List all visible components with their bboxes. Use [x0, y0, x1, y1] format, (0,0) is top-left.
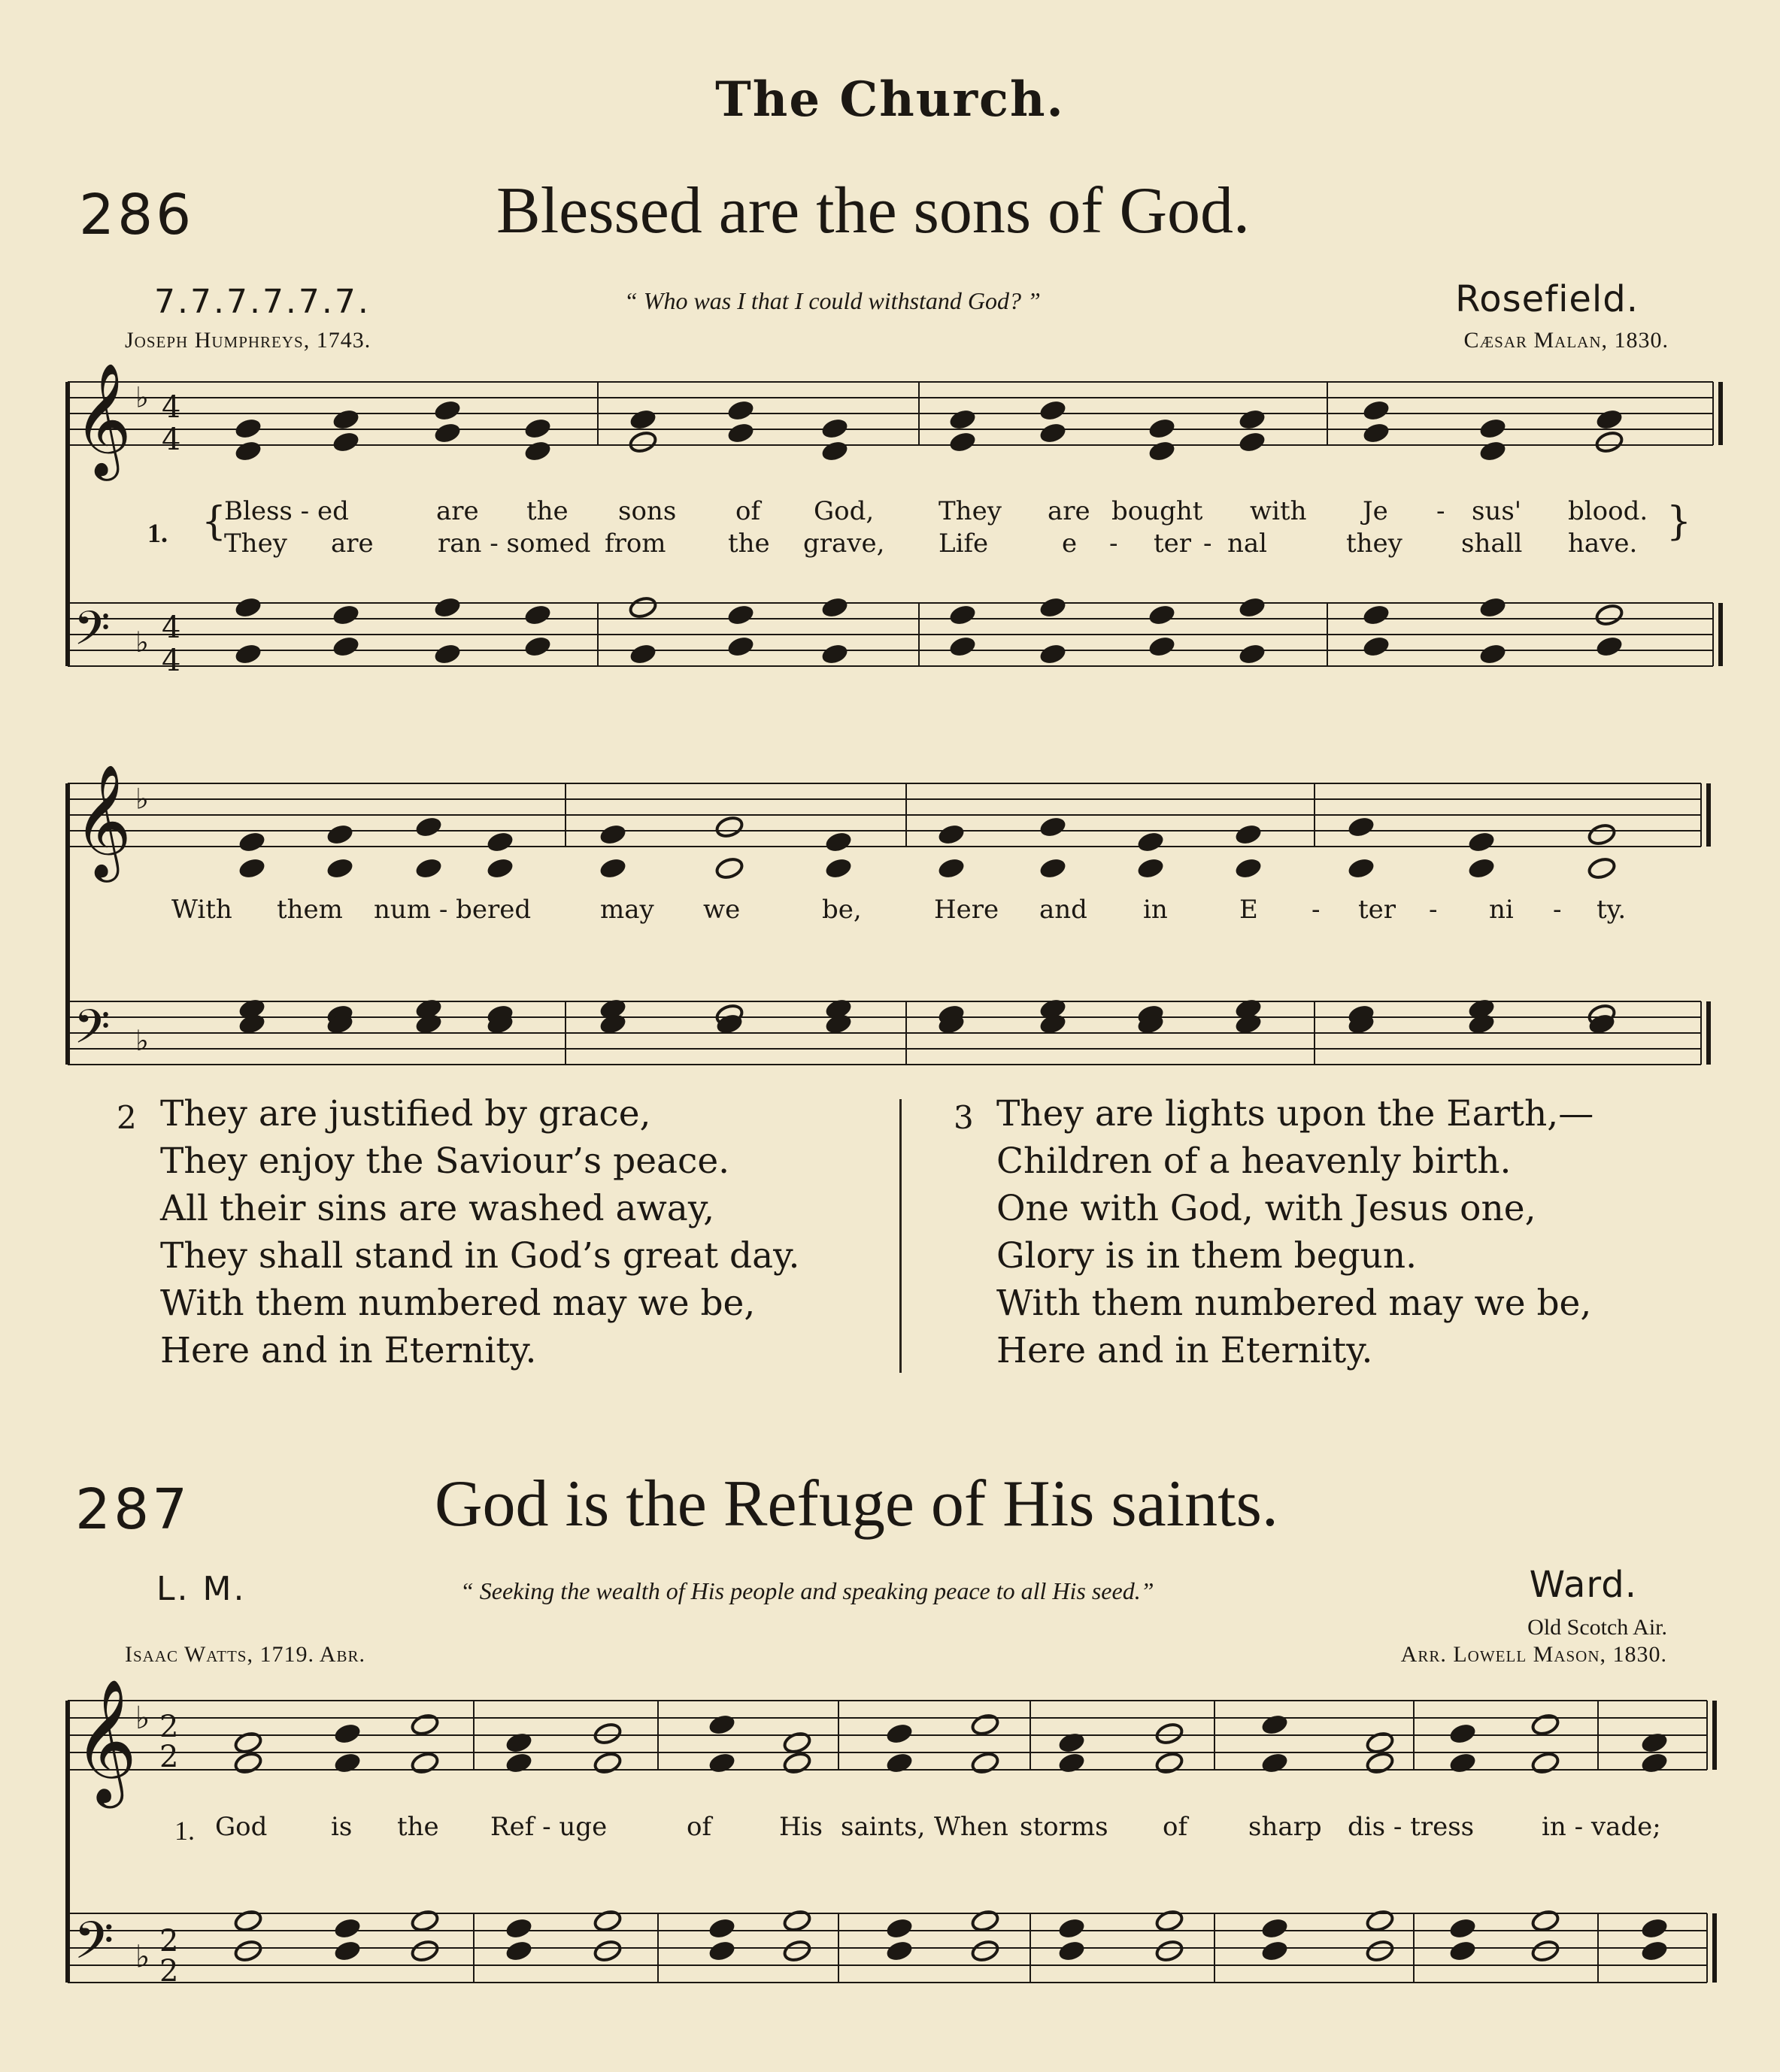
- lyric-syllable: When: [934, 1812, 1008, 1842]
- note-head: [1365, 1909, 1394, 1933]
- music-glyph: 𝄢: [74, 1910, 114, 1983]
- note-head: [1639, 1731, 1669, 1755]
- note-head: [820, 642, 849, 666]
- note-head: [1147, 417, 1176, 441]
- music-glyph: ♭: [135, 626, 149, 659]
- note-head: [410, 1713, 439, 1737]
- note-head: [948, 635, 977, 659]
- note-head: [1594, 603, 1624, 627]
- hymn-287-tune-source: Old Scotch Air.: [1527, 1615, 1667, 1640]
- note-head: [1038, 398, 1067, 423]
- stanza-3: [996, 1090, 1594, 1374]
- stanza-3-line: Children of a heavenly birth.: [996, 1141, 1512, 1182]
- music-glyph: 𝄢: [74, 601, 111, 667]
- note-head: [970, 1751, 999, 1775]
- note-head: [1530, 1751, 1560, 1775]
- lyric-syllable: of: [1163, 1812, 1188, 1842]
- note-head: [1639, 1916, 1669, 1940]
- note-head: [1478, 642, 1507, 666]
- note-head: [1346, 856, 1375, 880]
- lyric-syllable: Here: [934, 895, 999, 925]
- lyric-syllable: sons: [618, 496, 677, 526]
- note-head: [714, 815, 744, 839]
- note-head: [1448, 1722, 1477, 1746]
- lyric-syllable: dis - tress: [1348, 1812, 1475, 1842]
- note-head: [233, 417, 262, 441]
- lyric-syllable: ni: [1489, 895, 1514, 925]
- lyric-syllable: nal: [1227, 529, 1268, 559]
- hymn-287-music-credit: Arr. Lowell Mason, 1830.: [1400, 1642, 1667, 1667]
- note-head: [504, 1731, 533, 1755]
- note-head: [1057, 1751, 1086, 1775]
- note-head: [1057, 1731, 1086, 1755]
- stanza-3-line: Glory is in them begun.: [996, 1235, 1418, 1277]
- music-glyph: 2: [159, 1710, 179, 1744]
- note-head: [1237, 430, 1266, 454]
- note-head: [414, 856, 443, 880]
- note-head: [707, 1751, 736, 1775]
- note-head: [414, 815, 443, 839]
- note-head: [948, 603, 977, 627]
- music-glyph: ♭: [135, 782, 149, 816]
- lyric-syllable: ty.: [1597, 895, 1627, 925]
- note-head: [1260, 1939, 1289, 1963]
- music-glyph: 4: [162, 390, 181, 425]
- note-head: [1365, 1751, 1394, 1775]
- note-head: [593, 1751, 622, 1775]
- note-head: [823, 856, 853, 880]
- note-head: [726, 421, 755, 445]
- lyric-syllable: them: [277, 895, 343, 925]
- note-head: [782, 1939, 811, 1963]
- note-head: [332, 1722, 362, 1746]
- note-head: [628, 642, 657, 666]
- lyric-syllable: ter: [1154, 529, 1192, 559]
- note-head: [1038, 856, 1067, 880]
- lyric-syllable: in: [1143, 895, 1168, 925]
- music-glyph: 𝄢: [74, 999, 111, 1065]
- note-head: [432, 421, 462, 445]
- hymn-286-epigraph: “ Who was I that I could withstand God? ”: [624, 287, 1041, 314]
- music-glyph: 4: [162, 610, 181, 645]
- note-head: [1233, 856, 1263, 880]
- note-head: [1466, 856, 1496, 880]
- running-head: The Church.: [715, 71, 1065, 128]
- note-head: [820, 595, 849, 619]
- hymn-286-tune-name: Rosefield.: [1455, 278, 1639, 320]
- lyric-syllable: They: [224, 529, 287, 559]
- stanza-2-line: They enjoy the Saviour’s peace.: [160, 1141, 730, 1182]
- note-head: [948, 430, 977, 454]
- lyric-syllable: storms: [1020, 1812, 1108, 1842]
- note-head: [782, 1909, 811, 1933]
- stanza-divider: [899, 1099, 902, 1373]
- hymn-286-meter: 7.7.7.7.7.7.: [154, 283, 371, 321]
- lyric-syllable: e: [1062, 529, 1078, 559]
- note-head: [628, 407, 657, 432]
- note-head: [970, 1909, 999, 1933]
- lyric-syllable: is: [331, 1812, 353, 1842]
- stanza-2-line: With them numbered may we be,: [160, 1283, 756, 1324]
- hymn-287-title: God is the Refuge of His saints.: [435, 1468, 1278, 1540]
- music-glyph: 4: [162, 423, 181, 457]
- note-head: [1361, 398, 1390, 423]
- note-head: [1594, 635, 1624, 659]
- note-head: [485, 856, 514, 880]
- note-head: [233, 1731, 262, 1755]
- note-head: [1448, 1916, 1477, 1940]
- lyric-syllable: -: [1109, 529, 1118, 559]
- lyric-syllable: the: [397, 1812, 439, 1842]
- note-head: [970, 1939, 999, 1963]
- note-head: [1038, 642, 1067, 666]
- note-head: [325, 856, 354, 880]
- lyric-syllable: they: [1346, 529, 1402, 559]
- stanza-2-line: They shall stand in God’s great day.: [160, 1235, 800, 1277]
- hymn-286-words-credit: Joseph Humphreys, 1743.: [125, 328, 371, 353]
- note-head: [1237, 407, 1266, 432]
- lyric-syllable: the: [526, 496, 569, 526]
- note-head: [523, 635, 552, 659]
- note-head: [485, 830, 514, 854]
- note-head: [820, 439, 849, 463]
- lyric-brace-right: }: [1666, 499, 1692, 544]
- lyric-syllable: -: [1311, 895, 1321, 925]
- note-head: [1478, 417, 1507, 441]
- note-head: [948, 407, 977, 432]
- lyric-syllable: in - vade;: [1542, 1812, 1661, 1842]
- note-head: [1478, 439, 1507, 463]
- note-head: [820, 417, 849, 441]
- note-head: [1233, 822, 1263, 847]
- note-head: [233, 642, 262, 666]
- hymn-286-verse-number: 1.: [147, 518, 168, 548]
- note-head: [233, 595, 262, 619]
- note-head: [523, 439, 552, 463]
- stanza-2-line: They are justified by grace,: [160, 1093, 651, 1134]
- lyric-syllable: ran - somed: [438, 529, 591, 559]
- lyric-syllable: sus': [1472, 496, 1522, 526]
- hymn-287-epigraph: “ Seeking the wealth of His people and speaking peace to all His seed.”: [460, 1577, 1154, 1604]
- note-head: [1147, 635, 1176, 659]
- music-glyph: ♭: [135, 1699, 150, 1736]
- music-glyph: 2: [159, 1740, 179, 1774]
- note-head: [1260, 1713, 1289, 1737]
- note-head: [1346, 815, 1375, 839]
- stanza-2: [160, 1090, 799, 1374]
- music-glyph: 2: [159, 1924, 179, 1958]
- note-head: [523, 417, 552, 441]
- note-head: [1154, 1751, 1184, 1775]
- hymn-286-title: Blessed are the sons of God.: [496, 174, 1251, 247]
- note-head: [884, 1916, 914, 1940]
- note-head: [504, 1751, 533, 1775]
- note-head: [726, 398, 755, 423]
- lyric-syllable: of: [687, 1812, 712, 1842]
- note-head: [1038, 595, 1067, 619]
- note-head: [1448, 1751, 1477, 1775]
- lyric-syllable: are: [1048, 496, 1090, 526]
- note-head: [233, 439, 262, 463]
- note-head: [593, 1909, 622, 1933]
- lyric-syllable: Life: [939, 529, 989, 559]
- note-head: [1530, 1939, 1560, 1963]
- note-head: [332, 1916, 362, 1940]
- stanza-3-line: With them numbered may we be,: [996, 1283, 1592, 1324]
- hymn-286-music-credit: Cæsar Malan, 1830.: [1463, 328, 1669, 353]
- note-head: [432, 398, 462, 423]
- hymn-286-number: 286: [79, 183, 195, 247]
- note-head: [1530, 1713, 1560, 1737]
- note-head: [936, 822, 966, 847]
- note-head: [1237, 642, 1266, 666]
- note-head: [1361, 603, 1390, 627]
- note-head: [884, 1939, 914, 1963]
- note-head: [237, 830, 266, 854]
- lyric-syllable: are: [331, 529, 374, 559]
- music-glyph: 4: [162, 644, 181, 678]
- note-head: [598, 822, 627, 847]
- note-head: [936, 856, 966, 880]
- lyric-syllable: num - bered: [374, 895, 532, 925]
- note-head: [1478, 595, 1507, 619]
- lyric-syllable: His: [779, 1812, 823, 1842]
- hymn-287-verse-number: 1.: [174, 1816, 195, 1846]
- note-head: [1154, 1909, 1184, 1933]
- note-head: [523, 603, 552, 627]
- note-head: [1587, 856, 1616, 880]
- note-head: [1260, 1751, 1289, 1775]
- music-glyph: 2: [159, 1954, 179, 1989]
- note-head: [331, 603, 360, 627]
- lyric-syllable: from: [605, 529, 666, 559]
- note-head: [884, 1722, 914, 1746]
- hymn-287-words-credit: Isaac Watts, 1719. Abr.: [125, 1642, 365, 1667]
- lyric-syllable: are: [436, 496, 479, 526]
- lyric-syllable: and: [1039, 895, 1087, 925]
- music-glyph: ♭: [135, 1024, 149, 1058]
- note-head: [233, 1939, 262, 1963]
- note-head: [233, 1909, 262, 1933]
- lyric-syllable: may: [600, 895, 654, 925]
- lyric-syllable: With: [171, 895, 232, 925]
- note-head: [331, 407, 360, 432]
- hymn-287-number: 287: [75, 1477, 191, 1542]
- note-head: [1260, 1916, 1289, 1940]
- stanza-3-line: Here and in Eternity.: [996, 1330, 1373, 1371]
- note-head: [1448, 1939, 1477, 1963]
- note-head: [1136, 830, 1165, 854]
- lyric-syllable: sharp: [1248, 1812, 1322, 1842]
- note-head: [332, 1939, 362, 1963]
- stanza-3-line: They are lights upon the Earth,—: [996, 1093, 1594, 1134]
- lyric-syllable: the: [728, 529, 770, 559]
- note-head: [432, 595, 462, 619]
- lyric-syllable: God,: [814, 496, 875, 526]
- note-head: [410, 1751, 439, 1775]
- note-head: [598, 856, 627, 880]
- lyric-syllable: E: [1239, 895, 1258, 925]
- lyric-syllable: -: [1429, 895, 1438, 925]
- lyric-syllable: shall: [1461, 529, 1523, 559]
- note-head: [1237, 595, 1266, 619]
- note-head: [1639, 1939, 1669, 1963]
- note-head: [707, 1939, 736, 1963]
- note-head: [331, 430, 360, 454]
- note-head: [707, 1713, 736, 1737]
- stanza-2-line: All their sins are washed away,: [160, 1188, 715, 1229]
- lyric-syllable: Bless - ed: [224, 496, 349, 526]
- note-head: [432, 642, 462, 666]
- lyric-syllable: saints,: [841, 1812, 926, 1842]
- lyric-syllable: -: [1436, 496, 1445, 526]
- note-head: [1038, 421, 1067, 445]
- note-head: [1057, 1939, 1086, 1963]
- note-head: [410, 1939, 439, 1963]
- note-head: [331, 635, 360, 659]
- note-head: [823, 830, 853, 854]
- note-head: [1639, 1751, 1669, 1775]
- lyric-syllable: ter: [1358, 895, 1396, 925]
- note-head: [1038, 815, 1067, 839]
- note-head: [884, 1751, 914, 1775]
- note-head: [325, 822, 354, 847]
- note-head: [1530, 1909, 1560, 1933]
- note-head: [628, 595, 657, 619]
- note-head: [593, 1939, 622, 1963]
- note-head: [1361, 635, 1390, 659]
- lyric-syllable: -: [1553, 895, 1562, 925]
- lyric-brace-left: {: [202, 499, 227, 544]
- note-head: [1594, 430, 1624, 454]
- music-glyph: 𝄞: [74, 763, 132, 877]
- lyric-syllable: They: [939, 496, 1002, 526]
- lyric-syllable: with: [1250, 496, 1307, 526]
- note-head: [504, 1939, 533, 1963]
- lyric-syllable: have.: [1568, 529, 1638, 559]
- note-head: [410, 1909, 439, 1933]
- lyric-syllable: we: [703, 895, 741, 925]
- note-head: [1147, 603, 1176, 627]
- note-head: [970, 1713, 999, 1737]
- note-head: [782, 1751, 811, 1775]
- stanza-2-line: Here and in Eternity.: [160, 1330, 537, 1371]
- hymn-287-meter: L. M.: [156, 1570, 247, 1608]
- note-head: [1147, 439, 1176, 463]
- note-head: [1365, 1939, 1394, 1963]
- note-head: [332, 1751, 362, 1775]
- note-head: [504, 1916, 533, 1940]
- lyric-syllable: of: [735, 496, 761, 526]
- note-head: [1594, 407, 1624, 432]
- lyric-syllable: be,: [822, 895, 862, 925]
- note-head: [1136, 856, 1165, 880]
- note-head: [1057, 1916, 1086, 1940]
- music-glyph: 𝄞: [74, 362, 132, 476]
- lyric-syllable: grave,: [803, 529, 885, 559]
- note-head: [237, 856, 266, 880]
- lyric-syllable: God: [215, 1812, 268, 1842]
- music-glyph: ♭: [135, 1938, 150, 1975]
- music-glyph: ♭: [135, 380, 149, 414]
- note-head: [726, 635, 755, 659]
- note-head: [233, 1751, 262, 1775]
- lyric-syllable: blood.: [1568, 496, 1648, 526]
- note-head: [714, 856, 744, 880]
- note-head: [1365, 1731, 1394, 1755]
- lyric-syllable: bought: [1111, 496, 1203, 526]
- note-head: [628, 430, 657, 454]
- note-head: [707, 1916, 736, 1940]
- stanza-3-line: One with God, with Jesus one,: [996, 1188, 1536, 1229]
- note-head: [782, 1731, 811, 1755]
- note-head: [1466, 830, 1496, 854]
- music-glyph: 𝄞: [74, 1678, 138, 1803]
- stanza-2-number: 2: [117, 1099, 137, 1136]
- note-head: [1361, 421, 1390, 445]
- note-head: [593, 1722, 622, 1746]
- note-head: [726, 603, 755, 627]
- lyric-syllable: -: [1203, 529, 1212, 559]
- note-head: [1154, 1722, 1184, 1746]
- lyric-syllable: Je: [1363, 496, 1388, 526]
- lyric-syllable: Ref - uge: [490, 1812, 608, 1842]
- note-head: [1587, 822, 1616, 847]
- note-head: [1154, 1939, 1184, 1963]
- hymn-287-tune-name: Ward.: [1529, 1564, 1637, 1606]
- stanza-3-number: 3: [954, 1099, 974, 1136]
